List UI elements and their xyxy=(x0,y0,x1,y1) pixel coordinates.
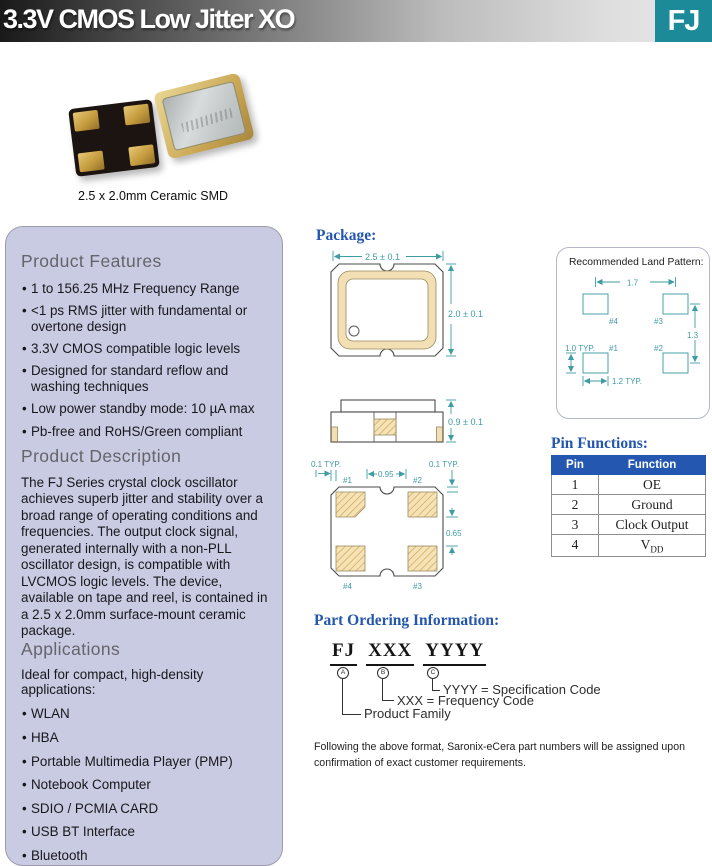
applications-intro: Ideal for compact, high-density applications: xyxy=(21,667,204,698)
dim-label: 0.65 xyxy=(446,529,462,538)
list-item: • USB BT Interface xyxy=(21,824,269,840)
list-item: • 1 to 156.25 MHz Frequency Range xyxy=(21,281,269,297)
land-pattern-panel xyxy=(556,247,710,419)
land-pad-1 xyxy=(583,353,608,373)
package-drawing xyxy=(295,246,555,600)
package-heading: Package: xyxy=(316,227,377,244)
table-row xyxy=(552,475,706,495)
callout-line-b xyxy=(382,678,394,701)
table-row xyxy=(552,535,706,557)
list-item: • <1 ps RMS jitter with fundamental or overtone design xyxy=(21,303,269,335)
product-photo xyxy=(60,74,270,192)
product-caption: 2.5 x 2.0mm Ceramic SMD xyxy=(78,189,229,203)
applications-list xyxy=(21,706,269,864)
edge-offset-dimension-left xyxy=(311,460,341,481)
dim-label: 1.0 TYP. xyxy=(565,344,595,353)
column-header-pin: Pin xyxy=(552,456,599,475)
chip-pad xyxy=(73,110,100,132)
features-heading: Product Features xyxy=(21,251,162,271)
pin-number: 3 xyxy=(552,515,599,535)
list-item: • HBA xyxy=(21,730,269,746)
dim-label: 0.95 xyxy=(378,470,394,479)
table-row xyxy=(552,495,706,515)
list-item: • WLAN xyxy=(21,706,269,722)
pad-label: #2 xyxy=(654,344,663,353)
pin-number: 4 xyxy=(552,535,599,557)
height-dimension xyxy=(446,264,483,356)
pin-number: 1 xyxy=(552,475,599,495)
pad-pitch-dimension xyxy=(367,469,406,479)
part-segment-spec: YYYY xyxy=(423,640,486,666)
list-item: • Bluetooth xyxy=(21,848,269,864)
pin-number: 2 xyxy=(552,495,599,515)
pad-label: #2 xyxy=(413,476,422,485)
chip-bottom-view-image xyxy=(68,99,160,177)
pad-2 xyxy=(408,492,437,517)
pin-function: Ground xyxy=(599,495,706,515)
sidebar-panel xyxy=(5,226,283,866)
land-pattern-drawing xyxy=(557,248,711,420)
package-side-view xyxy=(331,400,483,442)
horizontal-pitch-dimension xyxy=(596,277,676,288)
ordering-note xyxy=(314,740,685,772)
list-item: • Low power standby mode: 10 µA max xyxy=(21,401,269,417)
part-number-format xyxy=(330,640,486,666)
dim-label: 2.5 ± 0.1 xyxy=(365,252,400,262)
dim-label: 1.7 xyxy=(627,278,639,288)
ordering-heading: Part Ordering Information: xyxy=(314,612,500,629)
land-pattern-title: Recommended Land Pattern: xyxy=(569,257,704,268)
pad-gap-dimension xyxy=(446,508,462,555)
callout-marker-b: B xyxy=(377,667,389,679)
brand-logo: FJ xyxy=(655,0,712,42)
table-row xyxy=(552,515,706,535)
part-segment-frequency: XXX xyxy=(366,640,414,666)
pad-label: #4 xyxy=(343,582,352,591)
features-list xyxy=(21,281,269,440)
pin-function: OE xyxy=(599,475,706,495)
pad-3 xyxy=(408,546,437,571)
list-item: • Portable Multimedia Player (PMP) xyxy=(21,754,269,770)
vertical-pitch-dimension xyxy=(687,304,700,363)
chip-pad xyxy=(78,151,105,173)
pad-label: #1 xyxy=(609,344,618,353)
width-dimension xyxy=(333,251,443,262)
legend-specification-code: YYYY = Specification Code xyxy=(443,682,601,697)
ordering-note-line2: confirmation of exact customer requirements. xyxy=(314,756,526,769)
header-bar xyxy=(0,0,712,42)
page-title: 3.3V CMOS Low Jitter XO xyxy=(3,4,295,34)
pin-functions-heading: Pin Functions: xyxy=(551,435,648,452)
land-pad-4 xyxy=(583,294,608,314)
pad-4 xyxy=(336,546,365,571)
dim-label: 2.0 ± 0.1 xyxy=(448,309,483,319)
package-bottom-view xyxy=(311,460,462,591)
pin-function-table xyxy=(551,455,706,557)
list-item: • 3.3V CMOS compatible logic levels xyxy=(21,341,269,357)
pad-label: #3 xyxy=(413,582,422,591)
callout-line-c xyxy=(432,678,440,691)
applications-section xyxy=(21,639,269,864)
dim-label: 0.9 ± 0.1 xyxy=(448,417,483,427)
table-header-row xyxy=(552,456,706,475)
dim-label: 0.1 TYP. xyxy=(429,460,459,469)
chip-pad xyxy=(123,104,150,126)
thickness-dimension xyxy=(446,400,483,442)
list-item: • Designed for standard reflow and washing techniques xyxy=(21,363,269,395)
pad-width-dimension xyxy=(583,376,642,386)
chip-laser-marking xyxy=(181,108,234,134)
list-item: • SDIO / PCMIA CARD xyxy=(21,801,269,817)
land-pad-3 xyxy=(663,294,688,314)
chip-pad xyxy=(128,144,155,166)
chip-top-view-image xyxy=(153,72,255,159)
callout-marker-a: A xyxy=(337,667,349,679)
pin-function: $V_{DD}$ xyxy=(599,535,706,557)
callout-line-a xyxy=(342,678,361,715)
dim-label: 1.2 TYP. xyxy=(612,377,642,386)
land-pad-2 xyxy=(663,353,688,373)
pad-label: #1 xyxy=(343,476,352,485)
column-header-function: Function xyxy=(599,456,706,475)
legend-frequency-code: XXX = Frequency Code xyxy=(397,693,534,708)
description-text: The FJ Series crystal clock oscillator achieves superb jitter and stability over a broad range of operating conditions and frequencies. The output clock signal, generated internally with a non-PLL oscillator design, is compatible with LVCMOS logic levels. The device, available on tape and reel, is contained in a 2.5 x 2.0mm surface-mount ceramic package. xyxy=(21,474,268,638)
pin-function: Clock Output xyxy=(599,515,706,535)
description-heading: Product Description xyxy=(21,445,182,466)
dim-label: 1.3 xyxy=(687,331,699,340)
chip-cavity xyxy=(162,81,247,151)
pin1-marker xyxy=(349,326,359,336)
list-item: • Notebook Computer xyxy=(21,777,269,793)
pad-label: #4 xyxy=(609,317,618,326)
legend-product-family: Product Family xyxy=(364,706,451,721)
ordering-note-line1: Following the above format, Saronix-eCera part numbers will be assigned upon xyxy=(314,741,685,753)
pad-label: #3 xyxy=(654,317,663,326)
package-top-view xyxy=(331,251,483,356)
applications-heading: Applications xyxy=(21,639,121,660)
dim-label: 0.1 TYP. xyxy=(311,460,341,469)
part-segment-family: FJ xyxy=(330,640,357,666)
callout-marker-c: C xyxy=(427,667,439,679)
list-item: • Pb-free and RoHS/Green compliant xyxy=(21,424,269,440)
